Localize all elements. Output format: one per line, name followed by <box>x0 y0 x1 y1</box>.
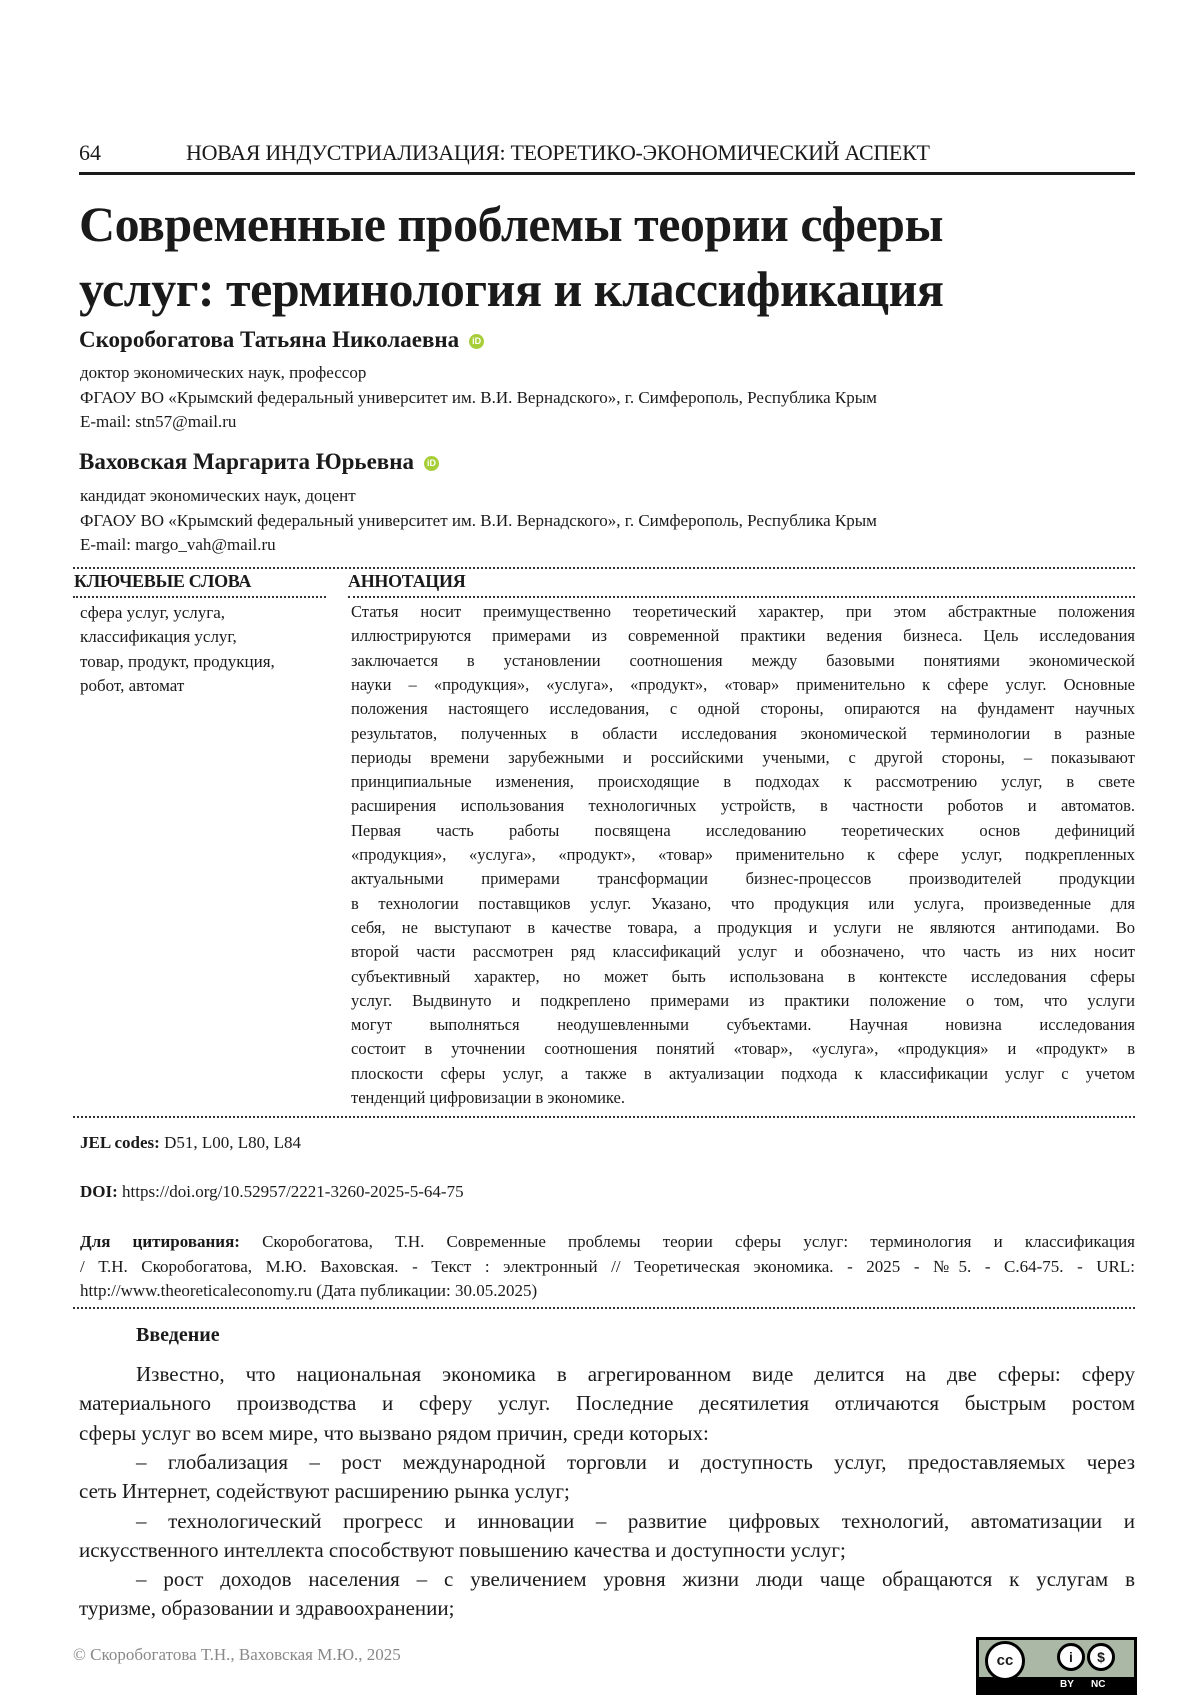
text-line: субъективный характер, но может быть использована в контексте исследования сферы <box>351 966 1135 986</box>
text-line: могут выполняться неодушевленными субъектами. Научная новизна исследования <box>351 1015 1135 1035</box>
citation <box>80 1232 1135 1312</box>
divider <box>73 596 326 598</box>
author-degree: доктор экономических наук, профессор <box>80 363 367 382</box>
text-line: сеть Интернет, содействуют расширению рынка услуг; <box>79 1479 570 1504</box>
text-line: Известно, что национальная экономика в агрегированном виде делится на две сферы: сферу <box>136 1362 1135 1386</box>
author-email[interactable]: E-mail: stn57@mail.ru <box>80 412 237 431</box>
keyword-line: сфера услуг, услуга, <box>80 603 225 622</box>
text-line: результатов, полученных в области исследования экономической терминологии в разные <box>351 723 1135 743</box>
author-degree: кандидат экономических наук, доцент <box>80 486 356 505</box>
author-affiliation: ФГАОУ ВО «Крымский федеральный университет им. В.И. Вернадского», г. Симферополь, Республика Крым <box>80 511 877 530</box>
section-heading: Введение <box>136 1324 220 1346</box>
text-line: услуг. Выдвинуто и подкреплено примерами из практики положение о том, что услуги <box>351 990 1135 1010</box>
page-number: 64 <box>79 140 101 165</box>
abstract-text <box>351 602 1135 1122</box>
text-line: искусственного интеллекта способствуют повышению качества и доступности услуг; <box>79 1537 846 1562</box>
orcid-icon[interactable]: iD <box>469 334 484 349</box>
person-icon: i <box>1057 1643 1085 1671</box>
text-line: «продукция», «услуга», «продукт», «товар» применительно к сфере услуг, подкрепленных <box>351 845 1135 864</box>
intro-text <box>79 1362 1135 1632</box>
text-line: / Т.Н. Скоробогатова, М.Ю. Ваховская. - Текст : электронный // Теоретическая экономика. - 2025 - №5. - С.64-75. - URL: <box>80 1256 1135 1276</box>
text-line: – рост доходов населения – с увеличением уровня жизни люди чаще обращаются к услугам в <box>136 1567 1135 1592</box>
divider <box>348 596 1135 598</box>
text-line: состоит в уточнении соотношения понятий «товар», «услуга», «продукция» и «продукт» в <box>351 1039 1135 1059</box>
cc-icon: cc <box>985 1641 1025 1681</box>
abstract-heading: АННОТАЦИЯ <box>348 571 466 591</box>
copyright: © Скоробогатова Т.Н., Ваховская М.Ю., 2025 <box>73 1645 401 1664</box>
text-line: принципиальные изменения, происходящие в подходах к рассмотрению услуг, в свете <box>351 772 1135 792</box>
author-name: Ваховская Маргарита Юрьевна iD <box>79 449 439 475</box>
author-affiliation: ФГАОУ ВО «Крымский федеральный университет им. В.И. Вернадского», г. Симферополь, Республика Крым <box>80 388 877 407</box>
text-line: положения настоящего исследования, с одной стороны, опираются на фундамент научных <box>351 699 1135 719</box>
divider <box>73 567 1135 569</box>
divider <box>73 1116 1135 1118</box>
text-line: материального производства и сферу услуг. Последние десятилетия отличаются быстрым ростом <box>79 1391 1135 1416</box>
doi-link[interactable]: https://doi.org/10.52957/2221-3260-2025-5-64-75 <box>122 1182 464 1201</box>
article-title-line-1: Современные проблемы теории сферы <box>79 196 944 252</box>
journal-section: НОВАЯ ИНДУСТРИАЛИЗАЦИЯ: ТЕОРЕТИКО-ЭКОНОМИЧЕСКИЙ АСПЕКТ <box>186 140 930 165</box>
text-line: актуальными примерами трансформации бизнес-процессов производителей продукции <box>351 869 1135 889</box>
jel-codes: JEL codes: D51, L00, L80, L84 <box>80 1133 301 1152</box>
text-line: – технологический прогресс и инновации – развитие цифровых технологий, автоматизации и <box>136 1508 1135 1533</box>
keyword-line: робот, автомат <box>80 675 185 695</box>
header-rule <box>79 172 1135 175</box>
text-line: иллюстрируются примерами из современной практики ведения бизнеса. Цель исследования <box>351 626 1135 646</box>
text-line: плоскости сферы услуг, а также в актуализации подхода к классификации услуг с учетом <box>351 1063 1135 1083</box>
text-line: Для цитирования: Скоробогатова, Т.Н. Современные проблемы теории сферы услуг: терминология и классификация <box>80 1232 1135 1251</box>
no-dollar-icon: $ <box>1087 1643 1115 1671</box>
author-name: Скоробогатова Татьяна Николаевна iD <box>79 327 484 353</box>
keyword-line: товар, продукт, продукция, <box>80 651 275 671</box>
cc-by-nc-icon[interactable]: cc i $ BY NC <box>976 1637 1137 1695</box>
text-line: туризме, образовании и здравоохранении; <box>79 1596 455 1621</box>
text-line: периоды времени зарубежными и российскими учеными, с другой стороны, – показывают <box>351 747 1135 767</box>
keywords-heading: КЛЮЧЕВЫЕ СЛОВА <box>74 571 252 591</box>
text-line: сферы услуг во всем мире, что вызвано рядом причин, среди которых: <box>79 1420 709 1445</box>
text-line: Статья носит преимущественно теоретический характер, при этом абстрактные положения <box>351 602 1135 621</box>
divider <box>73 1307 1135 1309</box>
text-line: второй части рассмотрен ряд классификаций услуг и обозначено, что часть из них носит <box>351 942 1135 962</box>
text-line: в технологии поставщиков услуг. Указано, что продукция или услуга, произведенные для <box>351 893 1135 913</box>
keyword-line: классификация услуг, <box>80 627 237 647</box>
text-line: – глобализация – рост международной торговли и доступность услуг, предоставляемых через <box>136 1449 1135 1474</box>
text-line: http://www.theoreticaleconomy.ru (Дата публикации: 30.05.2025) <box>80 1281 538 1300</box>
doi: DOI: https://doi.org/10.52957/2221-3260-2025-5-64-75 <box>80 1182 464 1201</box>
text-line: науки – «продукция», «услуга», «продукт», «товар» применительно к сфере услуг. Основные <box>351 674 1135 694</box>
keywords-list <box>80 603 330 700</box>
text-line: расширения использования технологичных устройств, в частности роботов и автоматов. <box>351 796 1135 816</box>
text-line: Первая часть работы посвящена исследованию теоретических основ дефиниций <box>351 820 1135 840</box>
text-line: тенденций цифровизации в экономике. <box>351 1088 625 1107</box>
text-line: себя, не выступают в качестве товара, а продукция и услуги не являются антиподами. Во <box>351 917 1135 937</box>
orcid-icon[interactable]: iD <box>424 456 439 471</box>
text-line: заключается в установлении соотношения между базовыми понятиями экономической <box>351 650 1135 670</box>
article-title-line-2: услуг: терминология и классификация <box>79 261 944 317</box>
author-email[interactable]: E-mail: margo_vah@mail.ru <box>80 535 276 554</box>
